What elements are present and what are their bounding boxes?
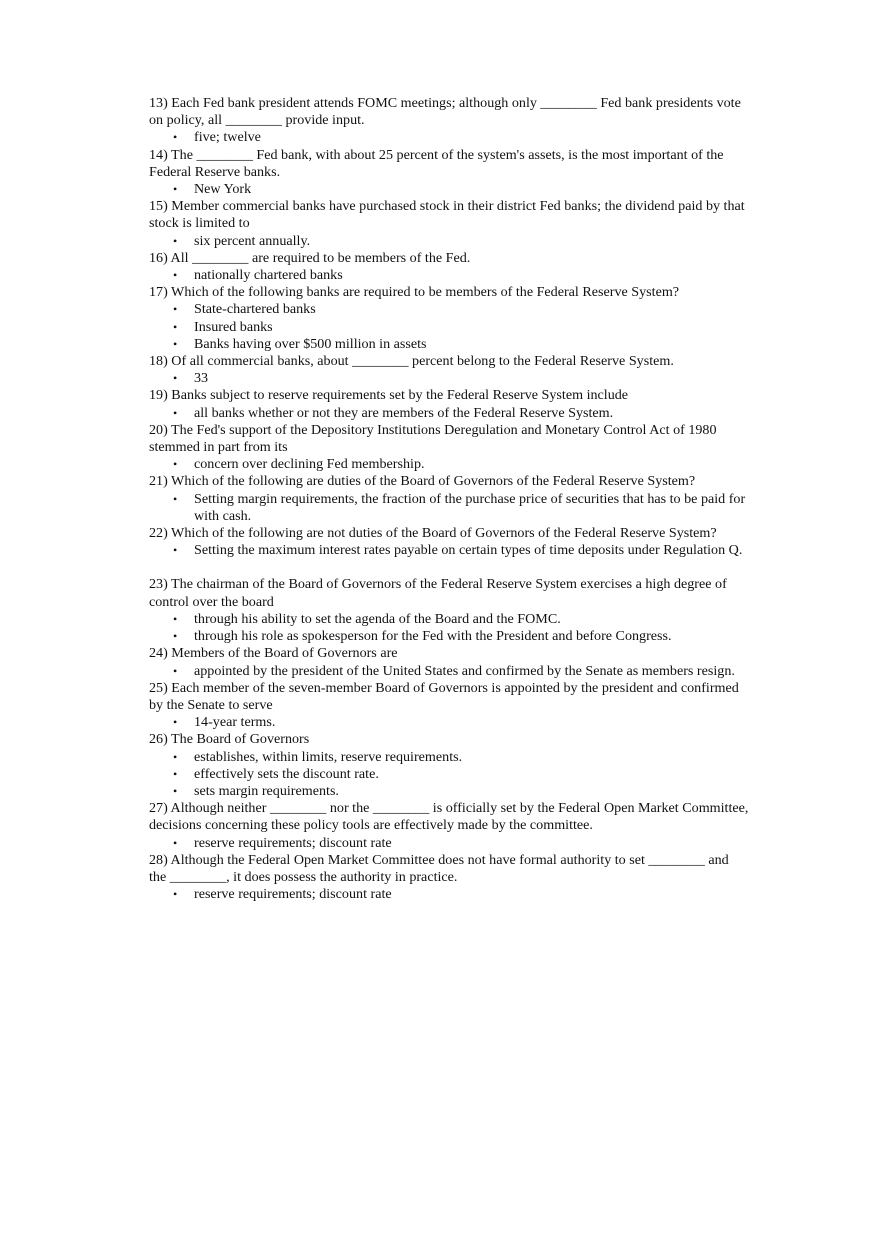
answer-text: five; twelve: [194, 129, 261, 146]
bullet-icon: •: [173, 319, 178, 334]
bullet-icon: •: [173, 611, 178, 626]
question-text: 19) Banks subject to reserve requirements set by the Federal Reserve System include: [149, 387, 629, 404]
answer-text: appointed by the president of the United States and confirmed by the Senate as members resign.: [194, 662, 735, 679]
answer-text: 33: [194, 370, 209, 387]
answer-item: [173, 181, 749, 198]
question-block: [149, 147, 749, 199]
answer-item: [173, 714, 749, 731]
answer-item: [173, 301, 749, 318]
answer-item: [173, 628, 749, 645]
question-text: 26) The Board of Governors: [149, 731, 310, 748]
question-block: [149, 852, 749, 904]
bullet-icon: •: [173, 405, 178, 420]
bullet-icon: •: [173, 887, 178, 902]
answer-item: [173, 370, 749, 387]
question-block: [149, 353, 749, 387]
bullet-icon: •: [173, 371, 178, 386]
bullet-icon: •: [173, 629, 178, 644]
answer-text: 14-year terms.: [194, 714, 276, 731]
bullet-icon: •: [173, 130, 178, 145]
question-text: 28) Although the Federal Open Market Committee does not have formal authority to set ________ and the ________, it does possess the authority in practice.: [149, 851, 729, 885]
question-block: [149, 731, 749, 800]
answer-text: all banks whether or not they are members of the Federal Reserve System.: [194, 404, 614, 421]
answer-text: nationally chartered banks: [194, 267, 343, 284]
question-text: 22) Which of the following are not duties of the Board of Governors of the Federal Reserve System?: [149, 525, 717, 542]
bullet-icon: •: [173, 715, 178, 730]
bullet-icon: •: [173, 268, 178, 283]
question-block: [149, 800, 749, 852]
question-text: 17) Which of the following banks are required to be members of the Federal Reserve System?: [149, 284, 680, 301]
answer-text: Setting margin requirements, the fraction of the purchase price of securities that has to be paid for with cash.: [194, 490, 746, 524]
answer-list: [149, 456, 749, 473]
bullet-icon: •: [173, 233, 178, 248]
answer-text: six percent annually.: [194, 232, 311, 249]
answer-list: [149, 267, 749, 284]
answer-list: [149, 370, 749, 387]
answer-item: [173, 335, 749, 353]
question-block: [149, 198, 749, 250]
answer-text: through his role as spokesperson for the Fed with the President and before Congress.: [194, 628, 672, 645]
answer-text: through his ability to set the agenda of the Board and the FOMC.: [194, 610, 561, 627]
answer-text: Setting the maximum interest rates payable on certain types of time deposits under Regulation Q.: [194, 542, 743, 559]
question-text: 18) Of all commercial banks, about ________ percent belong to the Federal Reserve System.: [149, 353, 674, 370]
answer-list: [149, 835, 749, 852]
answer-list: [149, 233, 749, 250]
answer-item: [173, 662, 749, 680]
question-block: [149, 645, 749, 679]
question-text: 13) Each Fed bank president attends FOMC meetings; although only ________ Fed bank presidents vote on policy, all ________ provide input.: [149, 95, 741, 129]
answer-list: [149, 181, 749, 198]
answer-item: [173, 886, 749, 903]
answer-text: Insured banks: [194, 318, 273, 335]
answer-text: reserve requirements; discount rate: [194, 834, 392, 851]
question-block: [149, 473, 749, 525]
question-text: 14) The ________ Fed bank, with about 25 percent of the system's assets, is the most important of the Federal Reserve banks.: [149, 146, 724, 180]
question-block: [149, 284, 749, 353]
answer-list: [149, 491, 749, 525]
answer-item: [173, 404, 749, 422]
bullet-icon: •: [173, 543, 178, 558]
question-block: [149, 95, 749, 147]
answer-item: [173, 542, 749, 559]
answer-text: effectively sets the discount rate.: [194, 765, 379, 782]
question-block: [149, 680, 749, 732]
answer-item: [173, 782, 749, 800]
question-block: [149, 525, 749, 559]
answer-list: [149, 663, 749, 680]
answer-list: [149, 301, 749, 353]
question-text: 23) The chairman of the Board of Governors of the Federal Reserve System exercises a high degree of control over the board: [149, 576, 727, 610]
answer-list: [149, 886, 749, 903]
answer-list: [149, 405, 749, 422]
answer-list: [149, 542, 749, 559]
answer-item: [173, 490, 749, 525]
answer-item: [173, 129, 749, 146]
question-text: 27) Although neither ________ nor the ________ is officially set by the Federal Open Market Committee, decisions concerning these policy tools are effectively made by the committee.: [149, 800, 749, 834]
answer-item: [173, 456, 749, 473]
question-text: 24) Members of the Board of Governors are: [149, 645, 398, 662]
question-text: 21) Which of the following are duties of the Board of Governors of the Federal Reserve System?: [149, 473, 696, 490]
question-block: [149, 250, 749, 284]
answer-text: Banks having over $500 million in assets: [194, 335, 427, 352]
question-text: 25) Each member of the seven-member Board of Governors is appointed by the president and confirmed by the Senate to serve: [149, 679, 739, 713]
question-block: [149, 387, 749, 421]
question-text: 20) The Fed's support of the Depository Institutions Deregulation and Monetary Control Act of 1980 stemmed in part from its: [149, 421, 717, 456]
answer-item: [173, 765, 749, 783]
question-block: [149, 422, 749, 474]
answer-text: concern over declining Fed membership.: [194, 456, 425, 473]
question-block: [149, 576, 749, 645]
blank-line: [149, 559, 749, 576]
answer-item: [173, 267, 749, 284]
answer-list: [149, 129, 749, 146]
bullet-icon: •: [173, 749, 178, 764]
answer-list: [149, 611, 749, 645]
bullet-icon: •: [173, 336, 178, 351]
answer-item: [173, 610, 749, 628]
bullet-icon: •: [173, 457, 178, 472]
answer-text: State-chartered banks: [194, 301, 316, 318]
answer-item: [173, 834, 749, 852]
answer-text: New York: [194, 181, 252, 198]
question-text: 15) Member commercial banks have purchased stock in their district Fed banks; the dividend paid by that stock is limited to: [149, 198, 745, 232]
bullet-icon: •: [173, 783, 178, 798]
question-text: 16) All ________ are required to be members of the Fed.: [149, 249, 471, 266]
document-page: [149, 95, 749, 903]
bullet-icon: •: [173, 663, 178, 678]
answer-text: sets margin requirements.: [194, 782, 339, 799]
answer-item: [173, 748, 749, 766]
answer-text: reserve requirements; discount rate: [194, 886, 392, 903]
bullet-icon: •: [173, 835, 178, 850]
bullet-icon: •: [173, 182, 178, 197]
answer-item: [173, 318, 749, 336]
answer-text: establishes, within limits, reserve requirements.: [194, 748, 463, 765]
bullet-icon: •: [173, 766, 178, 781]
bullet-icon: •: [173, 302, 178, 317]
answer-item: [173, 232, 749, 250]
answer-list: [149, 714, 749, 731]
answer-list: [149, 749, 749, 801]
bullet-icon: •: [173, 491, 178, 506]
